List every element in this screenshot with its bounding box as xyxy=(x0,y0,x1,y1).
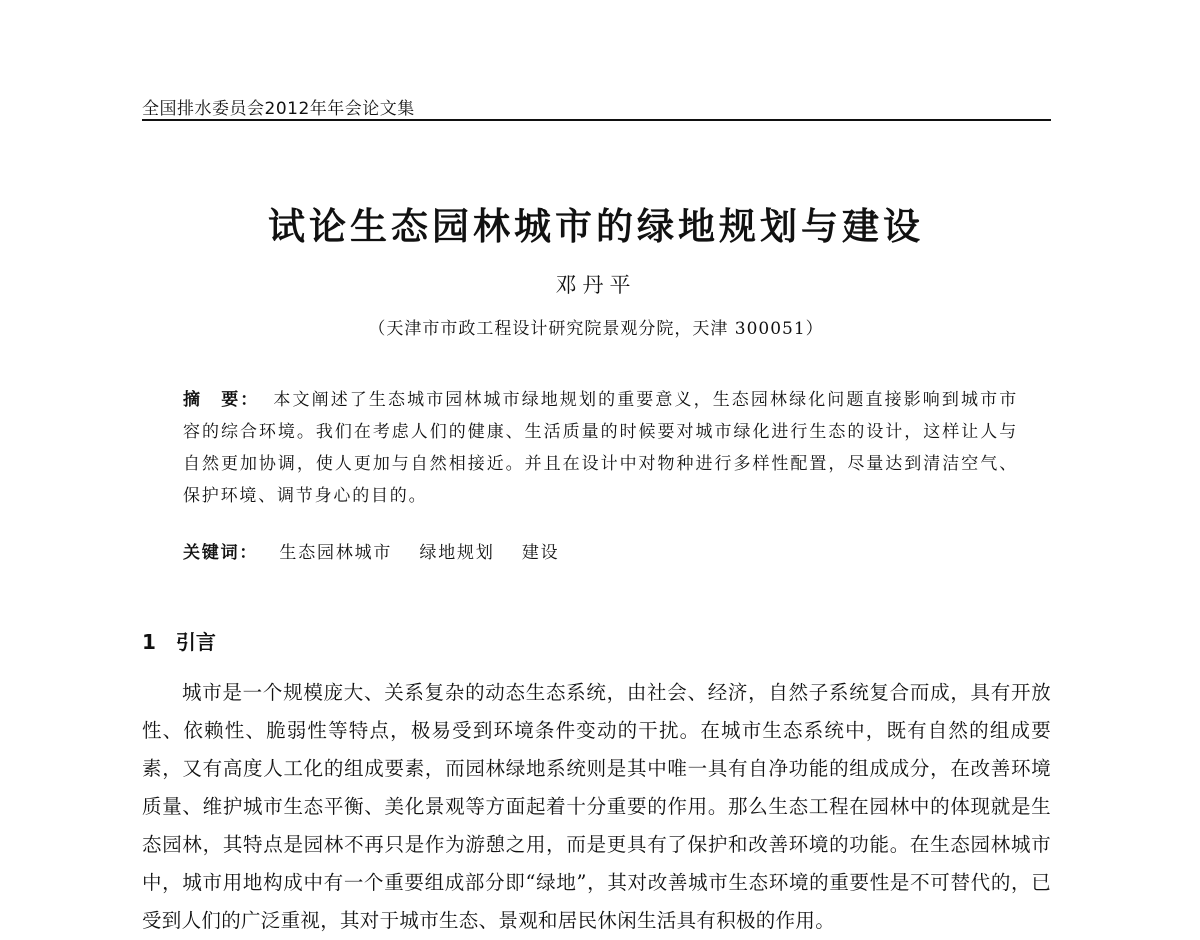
keyword-item: 生态园林城市 xyxy=(279,543,393,563)
abstract-text: 本文阐述了生态城市园林城市绿地规划的重要意义，生态园林绿化问题直接影响到城市市容的综合环境。我们在考虑人们的健康、生活质量的时候要对城市绿化进行生态的设计，这样让人与自然更加协调，使人更加与自然相接近。并且在设计中对物种进行多样性配置，尽量达到清洁空气、保护环境、调节身心的目的。 xyxy=(183,390,1018,506)
keywords-label: 关键词： xyxy=(183,543,259,563)
section-title: 引言 xyxy=(175,630,216,654)
section-heading xyxy=(142,626,216,655)
abstract xyxy=(183,384,1018,512)
keywords xyxy=(183,538,1018,563)
running-header: 全国排水委员会2012年年会论文集 xyxy=(142,99,415,119)
keyword-item: 建设 xyxy=(521,543,560,563)
header-rule xyxy=(142,119,1051,121)
paper-title: 试论生态园林城市的绿地规划与建设 xyxy=(268,205,924,248)
section-number: 1 xyxy=(142,630,156,654)
abstract-label: 摘 要： xyxy=(183,390,260,410)
author-affiliation: （天津市市政工程设计研究院景观分院，天津 300051） xyxy=(368,319,824,339)
author-name: 邓丹平 xyxy=(555,273,637,297)
keyword-item: 绿地规划 xyxy=(419,543,495,563)
body-paragraph: 城市是一个规模庞大、关系复杂的动态生态系统，由社会、经济，自然子系统复合而成，具有开放性、依赖性、脆弱性等特点，极易受到环境条件变动的干扰。在城市生态系统中，既有自然的组成要素，又有高度人工化的组成要素，而园林绿地系统则是其中唯一具有自净功能的组成成分，在改善环境质量、维护城市生态平衡、美化景观等方面起着十分重要的作用。那么生态工程在园林中的体现就是生态园林，其特点是园林不再只是作为游憩之用，而是更具有了保护和改善环境的功能。在生态园林城市中，城市用地构成中有一个重要组成部分即“绿地”，其对改善城市生态环境的重要性是不可替代的，已受到人们的广泛重视，其对于城市生态、景观和居民休闲生活具有积极的作用。 xyxy=(142,681,1051,932)
